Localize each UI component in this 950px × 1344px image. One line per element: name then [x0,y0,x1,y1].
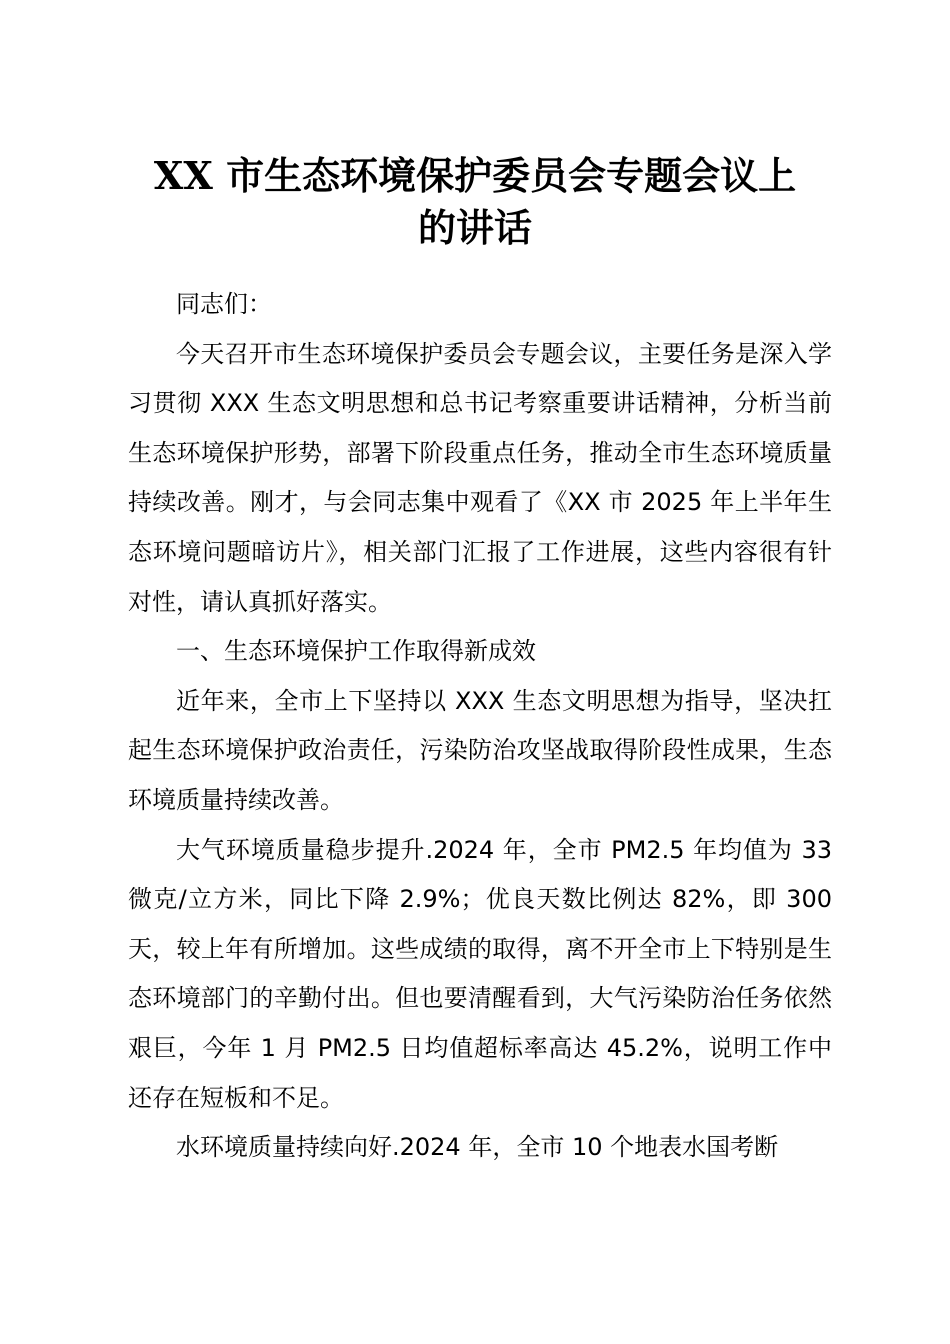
section-heading-1: 一、生态环境保护工作取得新成效 [176,637,536,666]
salutation: 同志们： [176,290,272,318]
body-paragraph: 大气环境质量稳步提升.2024 年，全市 PM2.5 年均值为 33 微克/立方米，同比下降 2.9%；优良天数比例达 82%，即 300 天，较上年有所增加。这些成绩的取得，离不开全市上下特别是生态环境部门的辛勤付出。但也要清醒看到，大气污染防治任务依然艰巨，今年 1 月 PM2.5 日均值超标率高达 45.2%，说明工作中还存在短板和不足。 [128,835,832,1112]
title-line-2: 的讲话 [417,205,532,250]
document-body [128,280,832,1173]
intro-paragraph: 今天召开市生态环境保护委员会专题会议，主要任务是深入学习贯彻 XXX 生态文明思想和总书记考察重要讲话精神，分析当前生态环境保护形势，部署下阶段重点任务，推动全市生态环境质量持续改善。刚才，与会同志集中观看了《XX 市 2025 年上半年生态环境问题暗访片》，相关部门汇报了工作进展，这些内容很有针对性，请认真抓好落实。 [128,339,832,616]
title-line-1: XX 市生态环境保护委员会专题会议上 [153,153,797,198]
document-title [110,150,840,254]
body-paragraph: 近年来，全市上下坚持以 XXX 生态文明思想为指导，坚决扛起生态环境保护政治责任，污染防治攻坚战取得阶段性成果，生态环境质量持续改善。 [128,686,832,814]
body-paragraph: 水环境质量持续向好.2024 年，全市 10 个地表水国考断 [176,1133,779,1162]
